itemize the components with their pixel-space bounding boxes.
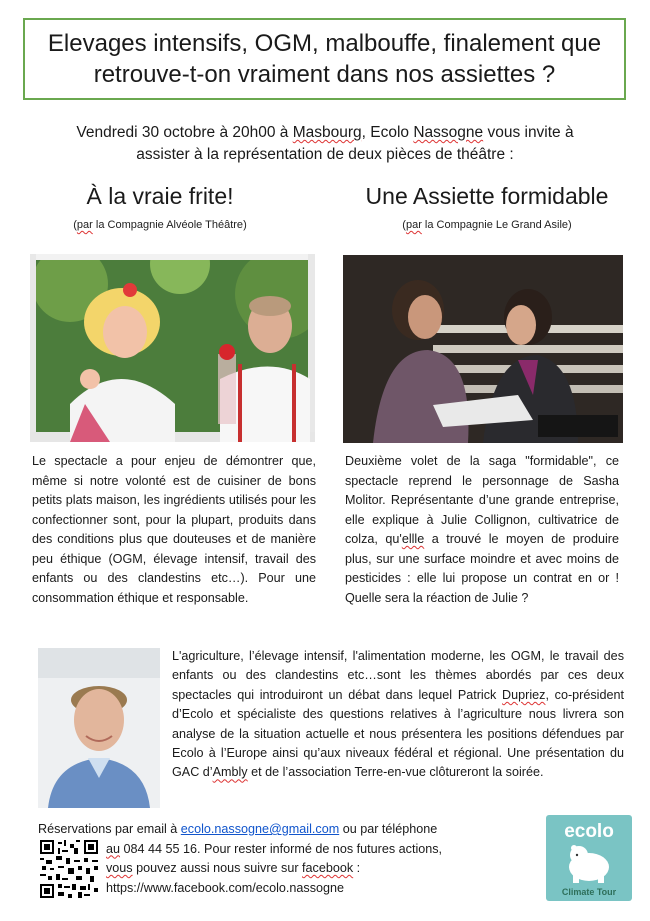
typo-word: ellle [401,532,425,546]
logo-tagline: Climate Tour [561,887,617,897]
reservation-block [38,820,508,898]
title-box [23,18,626,100]
speaker-name: Dupriez [502,687,546,702]
email-link[interactable]: ecolo.nassogne@gmail.com [180,822,340,836]
play-1-description: Le spectacle a pour enjeu de démontrer que, même si notre volonté est de cuisiner de bons petits plats maison, les ingrédients utilisés pour les confectionner sont, pour la plupart, produits dans des conditions plus que douteuses et de manière peu éthique (OGM, élevage intensif, travail des enfants ou des clandestins etc…). Pour une consommation éthique et responsable. [32,454,316,605]
org-name: Nassogne [413,124,484,141]
play-1-subtitle: (par la Compagnie Alvéole Théâtre) [73,219,247,231]
play-1-photo [30,254,315,442]
town-name: Masbourg [292,124,362,141]
resa-line-1: Réservations par email à ecolo.nassogne@gmail.com ou par téléphone [38,822,438,836]
ecolo-logo [546,815,632,901]
intro-line-1: Vendredi 30 octobre à 20h00 à Masbourg, Ecolo Nassogne vous invite à [76,124,574,141]
speaker-photo [38,648,160,808]
play-1-title: À la vraie frite! [86,183,234,209]
title-line-1: Elevages intensifs, OGM, malbouffe, finalement que [47,30,602,57]
qr-code-icon [40,840,98,898]
play-2-description: Deuxième volet de la saga "formidable", ce spectacle reprend le personnage de Sasha Molitor. Représentante d’une grande entreprise, elle explique à Julie Collignon, cultivatrice de colza, qu'ellle a trouvé le moyen de produire plus, sur une surface moindre et avec moins de pesticides : elle lui propose un contrat en or ! Quelle sera la réaction de Julie ? [345,454,619,605]
logo-name: ecolo [564,821,614,842]
intro-text [20,122,630,166]
play-2-title: Une Assiette formidable [365,183,609,209]
place-name: Ambly [212,765,248,780]
facebook-url[interactable]: https://www.facebook.com/ecolo.nassogne [106,880,345,895]
intro-line-2: assister à la représentation de deux pièces de théâtre : [136,146,514,163]
debate-paragraph: L'agriculture, l’élevage intensif, l'alimentation moderne, les OGM, le travail des enfants ou des clandestins etc…sont les thèmes abordés par ces deux spectacles qui introduiront un débat dans lequel Patrick Dupriez, co-président d’Ecolo et spécialiste des questions relatives à l’agriculture nous livrera son analyse de la situation actuelle et nous présentera les positions défendues par Ecolo à l’Europe ainsi qu’aux niveaux fédéral et régional. Une présentation du GAC d’Ambly et de l’association Terre-en-vue clôtureront la soirée. [172,649,624,780]
facebook-word: facebook [302,861,354,875]
resa-line-3: vous pouvez aussi nous suivre sur facebook : [106,861,361,875]
resa-line-2: au 084 44 55 16. Pour rester informé de nos futures actions, [106,841,443,856]
title-line-2: retrouve-t-on vraiment dans nos assiettes ? [93,61,556,88]
play-2-subtitle: (par la Compagnie Le Grand Asile) [402,219,572,231]
play-2-photo [343,255,623,443]
